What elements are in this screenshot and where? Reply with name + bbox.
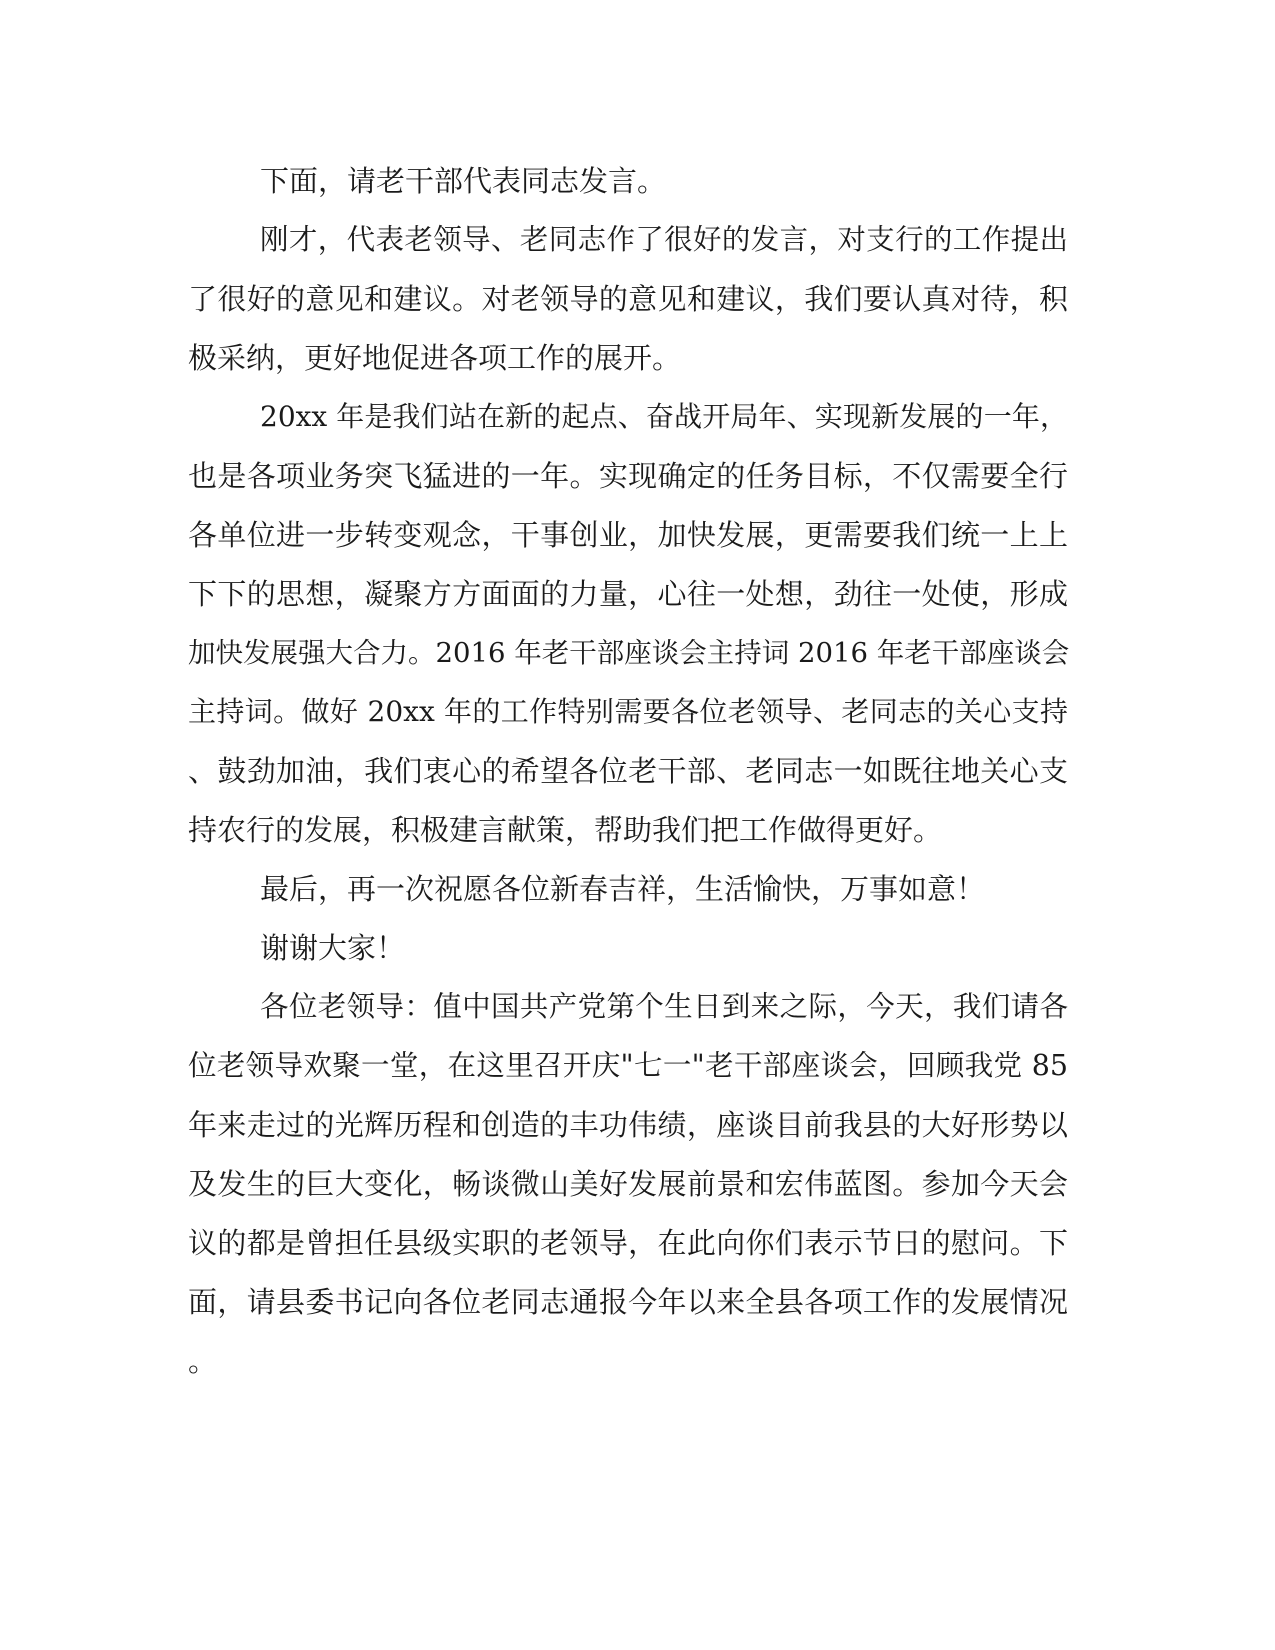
text-line: 了很好的意见和建议。对老领导的意见和建议，我们要认真对待，积: [188, 282, 1068, 316]
text-line: 谢谢大家！: [260, 931, 406, 965]
text-line: 、鼓劲加油，我们衷心的希望各位老干部、老同志一如既往地关心支: [188, 754, 1068, 788]
text-line: 及发生的巨大变化，畅谈微山美好发展前景和宏伟蓝图。参加今天会: [188, 1167, 1068, 1201]
text-line: 主持词。做好 20xx 年的工作特别需要各位老领导、老同志的关心支持: [188, 695, 1068, 728]
text-line: 各单位进一步转变观念，干事创业，加快发展，更需要我们统一上上: [188, 518, 1068, 552]
text-line: 20xx 年是我们站在新的起点、奋战开局年、实现新发展的一年，: [260, 400, 1068, 433]
text-line: 极采纳，更好地促进各项工作的展开。: [188, 341, 682, 375]
text-line: 议的都是曾担任县级实职的老领导，在此向你们表示节日的慰问。下: [188, 1226, 1068, 1260]
text-line: 各位老领导：值中国共产党第个生日到来之际，今天，我们请各: [260, 990, 1068, 1023]
text-line: 也是各项业务突飞猛进的一年。实现确定的任务目标，不仅需要全行: [188, 459, 1068, 493]
text-line: 下面，请老干部代表同志发言。: [260, 164, 667, 198]
text-line: 。: [188, 1344, 218, 1378]
text-line: 持农行的发展，积极建言献策，帮助我们把工作做得更好。: [188, 813, 943, 847]
text-line: 下下的思想，凝聚方方面面的力量，心往一处想，劲往一处使，形成: [188, 577, 1068, 611]
text-line: 加快发展强大合力。2016 年老干部座谈会主持词 2016 年老干部座谈会: [188, 637, 1070, 669]
text-line: 面，请县委书记向各位老同志通报今年以来全县各项工作的发展情况: [188, 1285, 1068, 1319]
text-line: 年来走过的光辉历程和创造的丰功伟绩，座谈目前我县的大好形势以: [188, 1108, 1068, 1142]
text-line: 最后，再一次祝愿各位新春吉祥，生活愉快，万事如意！: [260, 872, 986, 906]
text-line: 位老领导欢聚一堂，在这里召开庆"七一"老干部座谈会，回顾我党 85: [188, 1049, 1068, 1082]
text-line: 刚才，代表老领导、老同志作了很好的发言，对支行的工作提出: [260, 223, 1068, 256]
